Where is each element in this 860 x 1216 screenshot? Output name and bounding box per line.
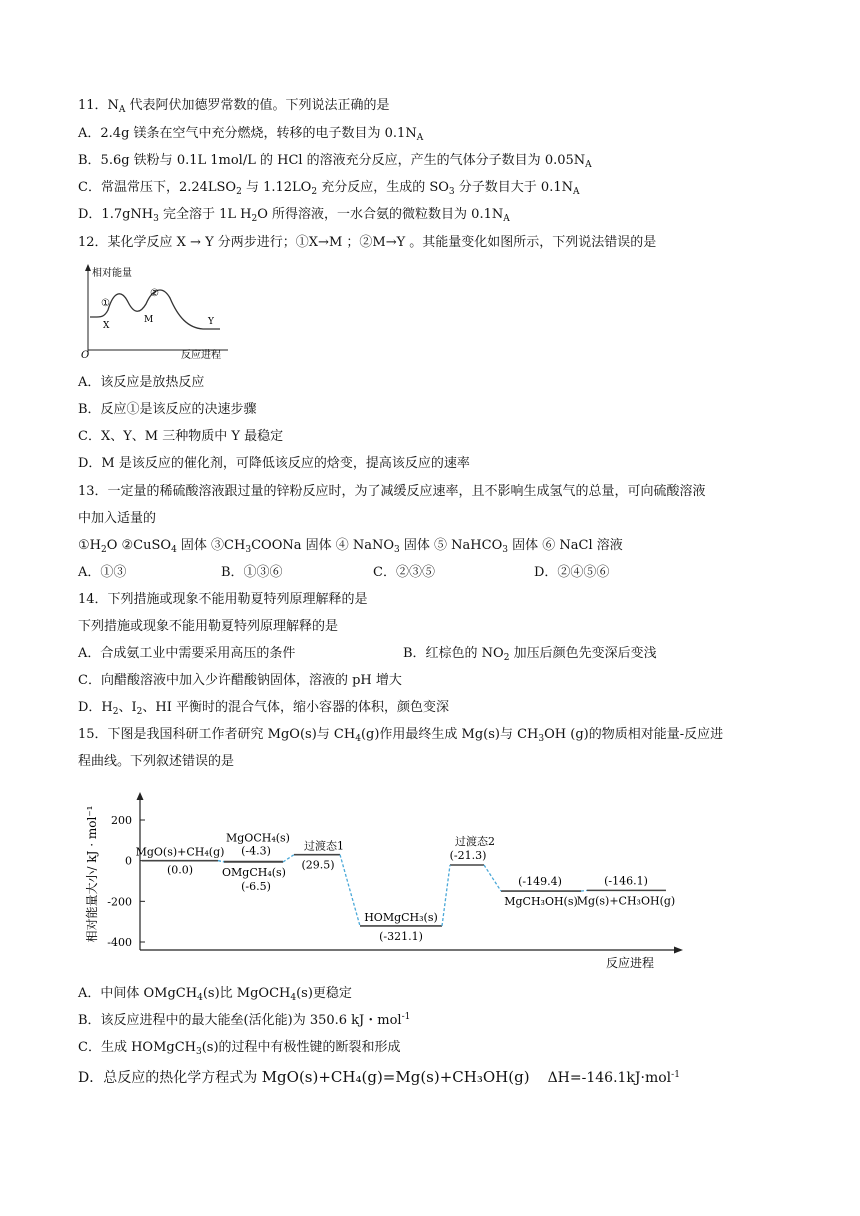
state-name: 过渡态1 bbox=[304, 839, 344, 853]
q11-option-c: C．常温常压下，$2.24LSO_2$ 与 $1.12LO_2$ 充分反应，生成的 $SO_3$ 分子数目大于 $0.1N_A$ bbox=[78, 180, 580, 197]
q12-option-d: D．M 是该反应的催化剂，可降低该反应的焓变，提高该反应的速率 bbox=[78, 456, 470, 471]
q12-step2: ② bbox=[150, 288, 159, 299]
state-name: 过渡态2 bbox=[455, 834, 495, 848]
state-value: (-21.3) bbox=[449, 848, 487, 862]
q13-option-c: C．②③⑤ bbox=[373, 565, 435, 580]
x-axis-arrow bbox=[674, 947, 683, 954]
q14-stem: 14．下列措施或现象不能用勒夏特列原理解释的是 bbox=[78, 592, 368, 607]
q12-step1: ① bbox=[101, 298, 110, 309]
q14-stem-repeat: 下列措施或现象不能用勒夏特列原理解释的是 bbox=[78, 619, 339, 634]
state-value: (-149.4) bbox=[518, 875, 562, 889]
y-axis-label: 相对能量大小/ kJ · mol⁻¹ bbox=[85, 805, 99, 943]
q15-stem-line2: 程曲线。下列叙述错误的是 bbox=[78, 754, 235, 769]
q15-option-b: B．该反应进程中的最大能垒(活化能)为 350.6 kJ・mol$^{-1}$ bbox=[78, 1012, 411, 1028]
q13-stem-line1: 13．一定量的稀硫酸溶液跟过量的锌粉反应时，为了减缓反应速率，且不影响生成氢气的总量，可向硫酸溶液 bbox=[78, 484, 706, 499]
state-value: (0.0) bbox=[166, 863, 194, 877]
q12-ylabel: 相对能量 bbox=[92, 268, 132, 279]
q13-option-a: A．①③ bbox=[78, 565, 127, 580]
energy-profile-chart bbox=[78, 782, 698, 972]
state-name: MgOCH₄(s) bbox=[226, 831, 290, 845]
q13-option-b: B．①③⑥ bbox=[221, 565, 283, 580]
q12-energy-figure bbox=[78, 262, 238, 362]
energy-connector bbox=[484, 865, 501, 891]
energy-connector bbox=[581, 890, 587, 891]
q14-option-c: C．向醋酸溶液中加入少许醋酸钠固体，溶液的 pH 增大 bbox=[78, 673, 402, 688]
q14-option-d: D．$H_2$、$I_2$、HI 平衡时的混合气体，缩小容器的体积，颜色变深 bbox=[78, 700, 449, 717]
q12-stem: 12．某化学反应 X → Y 分两步进行；①X→M ；②M→Y 。其能量变化如图所示，下列说法错误的是 bbox=[78, 235, 657, 250]
state-value: (-146.1) bbox=[604, 874, 648, 888]
q13-stem-line2: 中加入适量的 bbox=[78, 511, 157, 526]
state-value: (-321.1) bbox=[379, 929, 423, 943]
q15-stem-line1: 15．下图是我国科研工作者研究 MgO(s)与 $CH_4(g)$作用最终生成 Mg(s)与 $CH_3OH$ (g)的物质相对能量-反应进 bbox=[78, 727, 724, 744]
q13-items: $①H_2O$ ②CuSO$_4$ 固体 $③CH_3COONa$ 固体 ④ NaNO$_3$ 固体 ⑤ NaHCO$_3$ 固体 ⑥ NaCl 溶液 bbox=[78, 538, 623, 555]
q14-option-a: A．合成氨工业中需要采用高压的条件 bbox=[78, 646, 296, 661]
q12-label-y: Y bbox=[208, 317, 214, 327]
energy-connector bbox=[442, 865, 450, 926]
q15-option-a: A．中间体 OMgCH$_4$(s)比 MgOCH$_4$(s)更稳定 bbox=[78, 986, 352, 1003]
q15-option-d: D．总反应的热化学方程式为 MgO(s)+CH₄(g)=Mg(s)+CH₃OH(g) ΔH=-146.1kJ·mol$^{-1}$ bbox=[78, 1068, 680, 1086]
state-name: MgO(s)+CH₄(g) bbox=[135, 845, 225, 859]
state-value: (29.5) bbox=[301, 858, 335, 872]
y-tick-label: 200 bbox=[111, 814, 132, 827]
q11-option-d: D．1.7gNH$_3$ 完全溶于 1L $H_2O$ 所得溶液，一水合氨的微粒数目为 $0.1N_A$ bbox=[78, 207, 510, 224]
state-name: OMgCH₄(s) bbox=[222, 865, 286, 879]
q15-option-c: C．生成 HOMgCH$_3$(s)的过程中有极性键的断裂和形成 bbox=[78, 1040, 401, 1057]
q12-option-c: C．X、Y、M 三种物质中 Y 最稳定 bbox=[78, 429, 284, 444]
state-name: Mg(s)+CH₃OH(g) bbox=[576, 894, 676, 908]
q13-option-d: D．②④⑤⑥ bbox=[534, 565, 610, 580]
energy-connector bbox=[340, 855, 360, 926]
state-value: (-4.3) bbox=[241, 844, 271, 858]
q12-label-x: X bbox=[103, 321, 110, 331]
state-name: HOMgCH₃(s) bbox=[364, 910, 438, 924]
state-name: MgCH₃OH(s) bbox=[504, 895, 578, 909]
q12-label-m: M bbox=[144, 315, 154, 325]
q12-option-a: A．该反应是放热反应 bbox=[78, 375, 205, 390]
y-axis-arrow bbox=[137, 792, 144, 800]
q11-stem: 11．$N_A$ 代表阿伏加德罗常数的值。下列说法正确的是 bbox=[78, 98, 390, 115]
q11-option-b: B．5.6g 铁粉与 0.1L 1mol/L 的 HCl 的溶液充分反应，产生的气体分子数目为 $0.05N_A$ bbox=[78, 153, 592, 170]
x-axis-label: 反应进程 bbox=[606, 956, 655, 970]
q12-origin: O bbox=[81, 350, 90, 361]
y-tick-label: 0 bbox=[125, 854, 132, 868]
y-tick-label: -400 bbox=[107, 936, 132, 949]
q12-xlabel: 反应进程 bbox=[181, 350, 221, 361]
y-tick-label: -200 bbox=[107, 895, 132, 909]
energy-connector bbox=[283, 855, 294, 862]
q14-option-b: B．红棕色的 $NO_2$ 加压后颜色先变深后变浅 bbox=[403, 646, 657, 663]
q12-option-b: B．反应①是该反应的决速步骤 bbox=[78, 402, 257, 417]
q11-option-a: A．2.4g 镁条在空气中充分燃烧，转移的电子数目为 $0.1N_A$ bbox=[78, 126, 424, 143]
state-value: (-6.5) bbox=[241, 879, 271, 893]
